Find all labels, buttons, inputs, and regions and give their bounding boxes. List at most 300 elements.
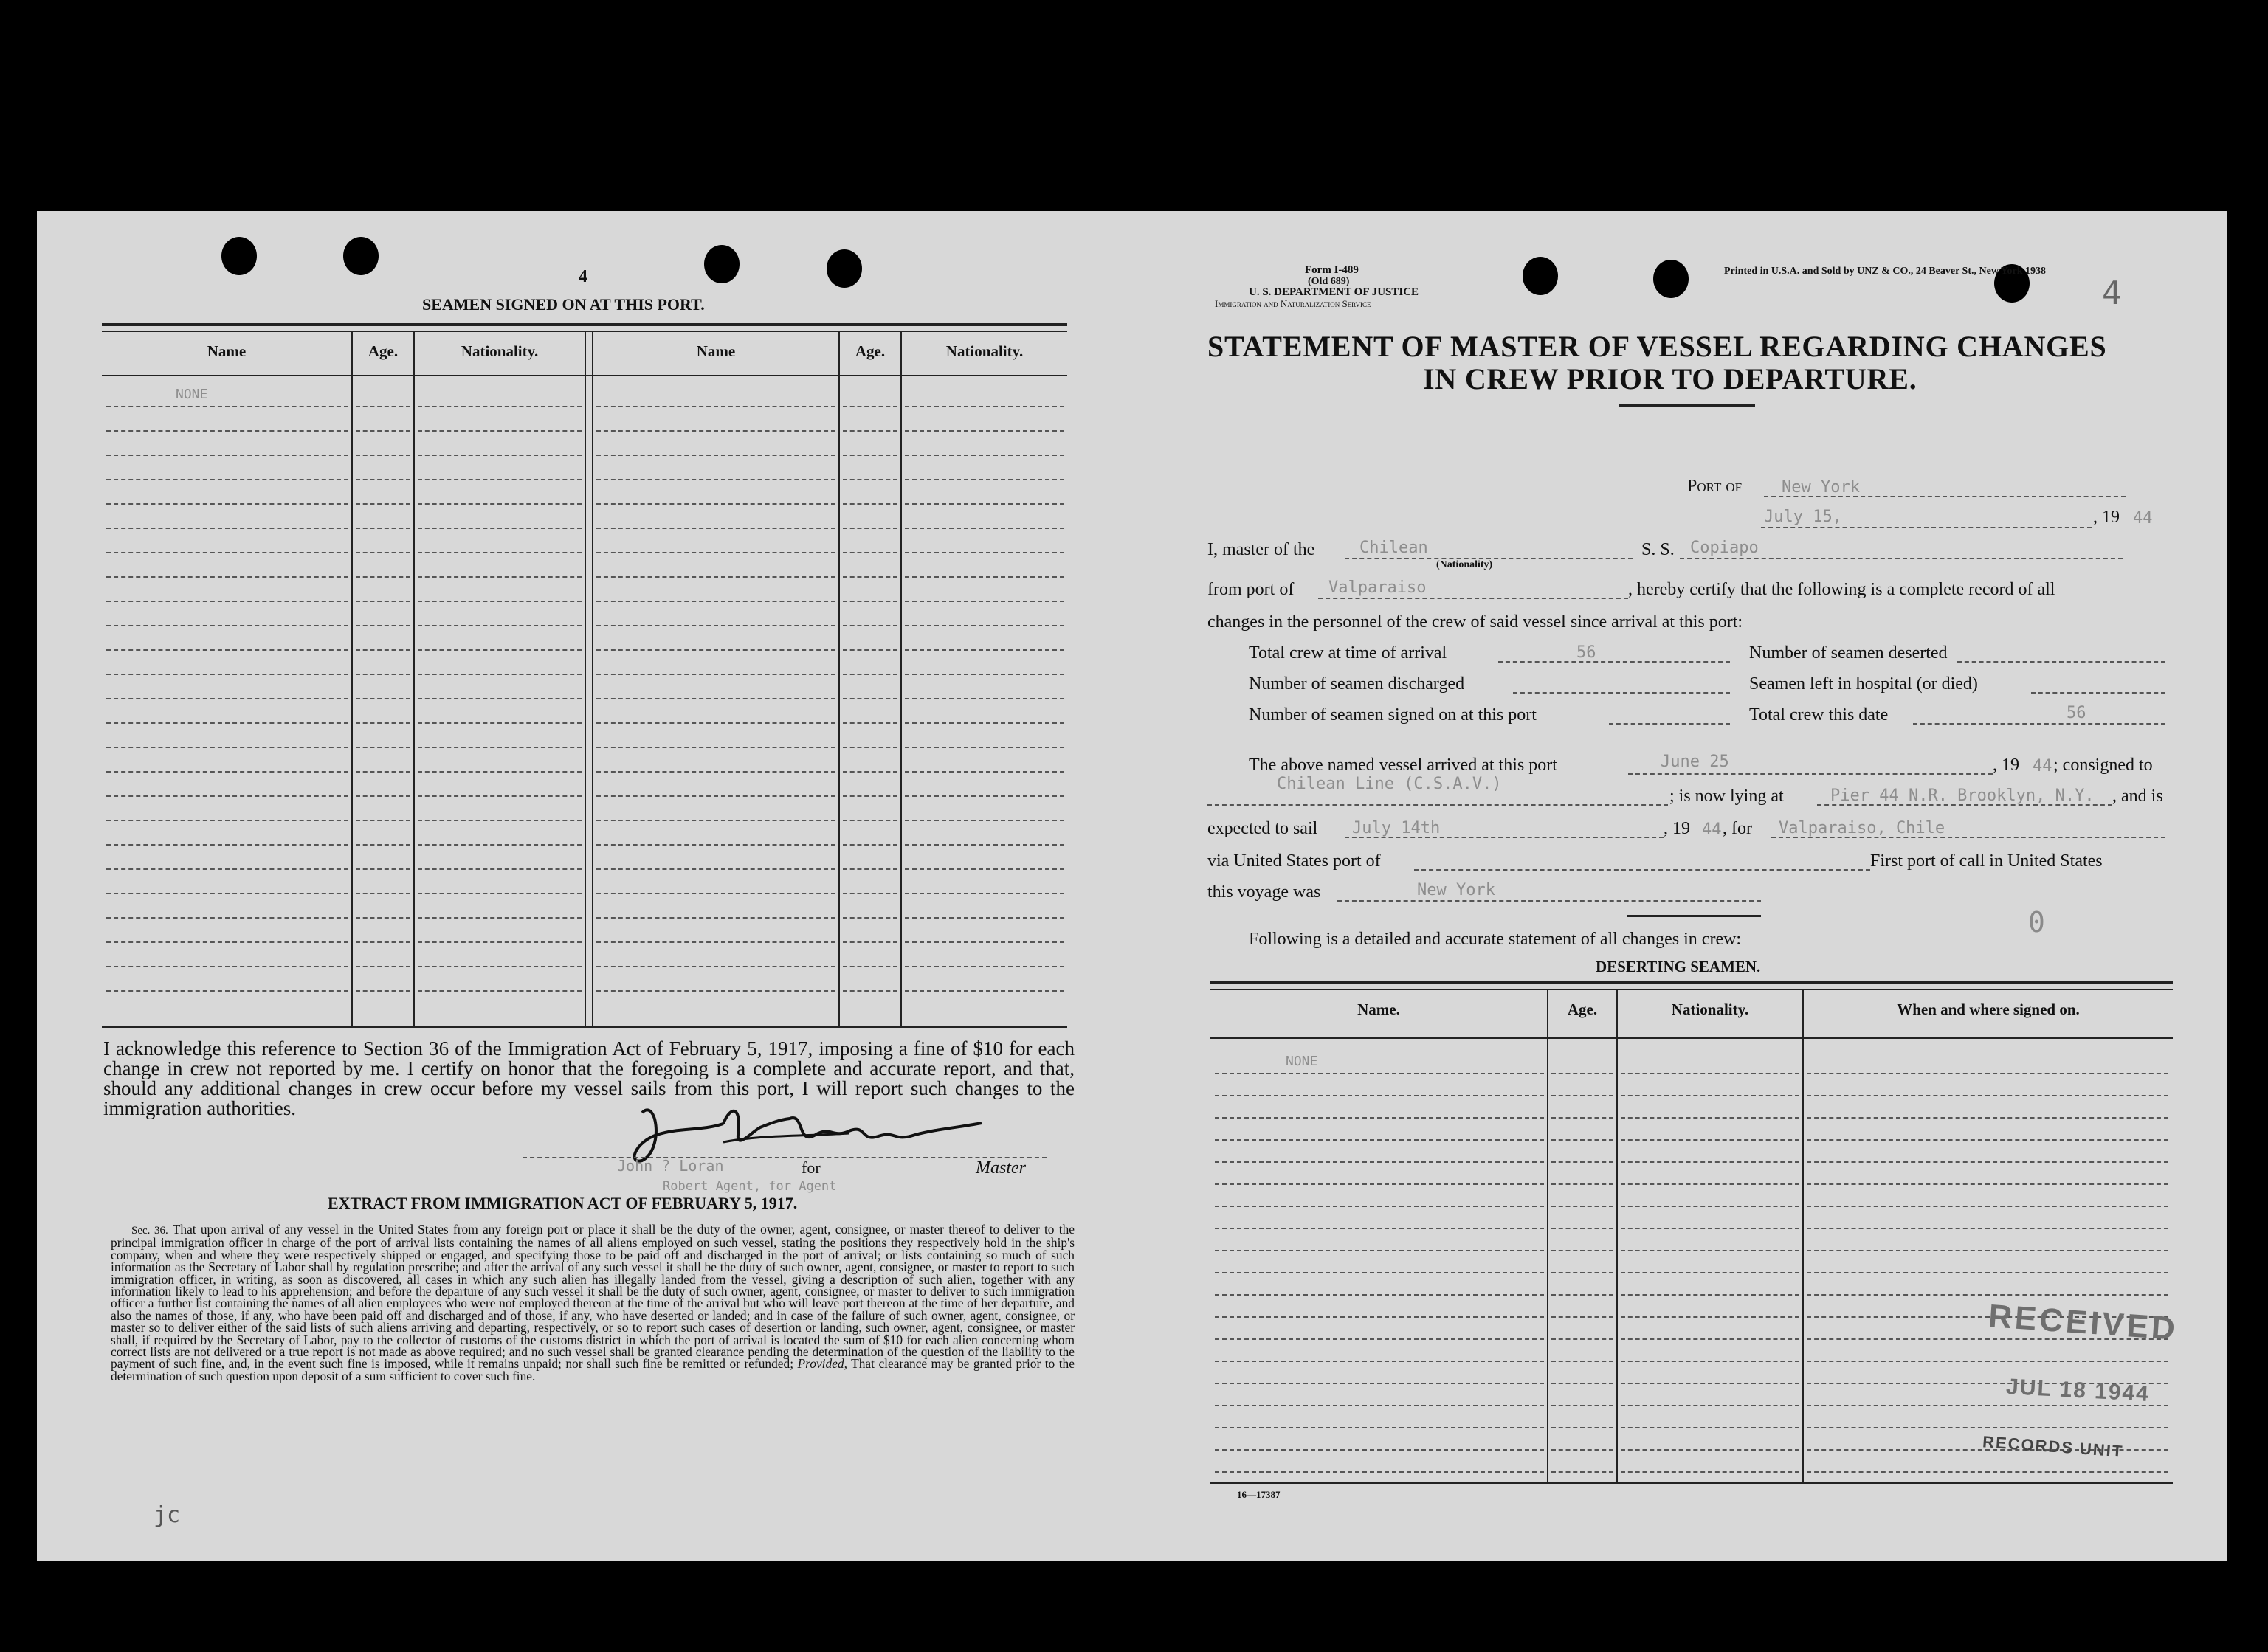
table-row-line [106,649,348,651]
table-row-line [596,747,835,748]
from-port-value: Valparaiso [1328,578,1427,597]
column-header-nationality: Nationality. [461,342,539,360]
table-row-line [905,406,1064,407]
table-row-line [106,528,348,529]
table-row-line [905,528,1064,529]
table-top-rule [1210,989,2173,990]
column-header-name: Name. [1357,1000,1400,1018]
table-row-line [596,601,835,602]
pencil-mark: 0 [2028,906,2045,939]
table-row-line [418,771,582,773]
table-row-line [596,868,835,870]
column-rule [413,332,415,1026]
stat-field-line [2031,692,2165,694]
table-row-line [596,479,835,480]
year-value: 44 [2133,509,2153,528]
total-date-value: 56 [2067,704,2086,722]
stat-field-line [1609,723,1730,725]
table-row-line [1551,1206,1613,1207]
table-row-line [418,528,582,529]
table-row-line [418,917,582,919]
table-row-line [1551,1471,1613,1473]
table-row-line [1551,1449,1613,1451]
table-row-line [1215,1206,1544,1207]
arrived-year-value: 44 [2033,757,2052,775]
statement-title-line2: IN CREW PRIOR TO DEPARTURE. [1423,362,1917,395]
table-row-line [843,795,897,797]
stat-field-line [1957,661,2165,663]
table-row-line [905,820,1064,821]
table-row-line [596,795,835,797]
table-row-line [905,893,1064,894]
table-row-line [356,625,410,626]
signer-for: for [802,1158,821,1177]
table-row-line [1807,1272,2168,1273]
table-row-line [905,844,1064,846]
table-row-line [596,722,835,724]
table-row-line [1807,1117,2168,1119]
sail-label: expected to sail [1207,819,1318,838]
table-row-line [1621,1250,1799,1251]
table-row-line [1807,1161,2168,1163]
table-row-line [356,649,410,651]
table-row-line [356,698,410,699]
form-code: 16—17387 [1237,1489,1281,1500]
table-row-line [1551,1073,1613,1074]
left-table-first-entry: NONE [176,387,208,402]
table-row-line [418,893,582,894]
voyage-field-line [1337,900,1761,902]
punch-hole [221,237,257,275]
table-row-line [905,455,1064,456]
table-row-line [1551,1095,1613,1096]
ss-field-line [1680,558,2123,559]
table-row-line [596,406,835,407]
table-row-line [843,990,897,992]
table-row-line [596,917,835,919]
right-table-first-entry: NONE [1286,1054,1318,1069]
table-row-line [596,771,835,773]
table-row-line [106,868,348,870]
table-row-line [843,601,897,602]
table-row-line [905,941,1064,943]
table-row-line [106,601,348,602]
table-row-line [905,625,1064,626]
table-row-line [596,649,835,651]
stat-field-line [1913,723,2165,725]
table-row-line [1551,1183,1613,1185]
table-row-line [356,552,410,553]
table-row-line [356,430,410,432]
table-row-line [905,430,1064,432]
nationality-caption: (Nationality) [1436,559,1493,570]
table-row-line [596,552,835,553]
table-row-line [418,820,582,821]
arrived-field-line [1628,773,1993,775]
table-row-line [356,406,410,407]
discharged-label: Number of seamen discharged [1249,674,1465,694]
signer-typed-name: John ? Loran [617,1157,724,1175]
table-row-line [106,771,348,773]
table-row-line [596,528,835,529]
table-row-line [1215,1250,1544,1251]
master-prefix: I, master of the [1207,540,1315,559]
table-row-line [418,576,582,578]
table-row-line [1621,1183,1799,1185]
table-row-line [1215,1471,1544,1473]
table-row-line [356,893,410,894]
arrived-value: June 25 [1661,753,1729,771]
corner-mark: 4 [2102,274,2122,312]
table-row-line [596,966,835,967]
consignee-value: Chilean Line (C.S.A.V.) [1277,775,1502,793]
table-row-line [1621,1206,1799,1207]
table-top-rule [102,323,1067,326]
lying-value: Pier 44 N.R. Brooklyn, N.Y. [1830,787,2095,805]
table-bottom-rule [102,1026,1067,1028]
table-row-line [356,747,410,748]
table-row-line [1215,1095,1544,1096]
table-row-line [843,528,897,529]
table-row-line [905,649,1064,651]
nationality-value: Chilean [1359,539,1428,557]
master-label: Master [976,1158,1026,1178]
table-row-line [418,503,582,505]
table-row-line [596,430,835,432]
table-row-line [106,893,348,894]
arrived-year: , 19 [1993,756,2019,775]
table-row-line [356,941,410,943]
table-row-line [596,990,835,992]
table-row-line [356,503,410,505]
column-divider [585,332,593,1026]
extract-title: EXTRACT FROM IMMIGRATION ACT OF FEBRUARY 5, 1917. [328,1194,798,1212]
year-prefix: , 19 [2093,508,2120,527]
table-row-line [418,747,582,748]
following-text: Following is a detailed and accurate statement of all changes in crew: [1249,930,1742,949]
form-old-number: (Old 689) [1308,276,1350,287]
changes-text: changes in the personnel of the crew of said vessel since arrival at this port: [1207,612,1743,632]
table-row-line [596,503,835,505]
table-row-line [356,455,410,456]
punch-hole [343,237,379,275]
consignee-field-line [1207,804,1668,806]
deserting-title: DESERTING SEAMEN. [1596,958,1761,975]
table-row-line [106,698,348,699]
table-row-line [1807,1294,2168,1296]
table-row-line [106,455,348,456]
table-row-line [1551,1139,1613,1141]
table-row-line [418,722,582,724]
column-rule [1547,990,1548,1482]
table-row-line [905,698,1064,699]
table-row-line [596,893,835,894]
table-row-line [1807,1095,2168,1096]
table-row-line [843,625,897,626]
table-row-line [106,722,348,724]
table-row-line [596,674,835,675]
table-row-line [905,966,1064,967]
table-row-line [1621,1383,1799,1384]
table-row-line [905,747,1064,748]
table-row-line [843,698,897,699]
column-header-name: Name [207,342,247,360]
port-value: New York [1782,478,1860,497]
table-row-line [1621,1471,1799,1473]
table-row-line [1807,1228,2168,1229]
table-row-line [418,649,582,651]
table-row-line [106,990,348,992]
department-name: U. S. DEPARTMENT OF JUSTICE [1249,286,1419,298]
table-row-line [106,966,348,967]
extract-text-block [111,1223,1075,1382]
extract-text: That upon arrival of any vessel in the United States from any foreign port or place it shall be the duty of the owner, agent, consignee, or master thereof to deliver to the principal immigration officer in charge of the port of arrival lists containing the names of all aliens employed on such vessel, stating the positions they respectively hold in the ship's company, when and where they were respectively shipped or engaged, and specifying those to be paid off and discharged in the port of arrival; or lists containing so much of such information as the Secretary of Labor shall by regulation prescribe; and after the arrival of any such vessel it shall be the duty of such owner, agent, consignee, or master to report to such immigration officer, in writing, as soon as discovered, all cases in which any such alien has illegally landed from the vessel, giving a description of such alien, together with any information likely to lead to his apprehension; and before the departure of any such vessel it shall be the duty of such owner, agent, consignee, or master to deliver to such immigration officer a further list containing the names of all alien employees who were not employed thereon at the time of the arrival but who will leave port thereon at the time of her departure, and also the names of those, if any, who have been paid off and discharged and of those, if any, who have deserted or landed; and in case of the failure of such owner, agent, consignee, or master so to deliver either of the said lists of such aliens arriving and departing, respectively, or so to report such cases of desertion or landing, such owner, agent, consignee, or master shall, if required by the Secretary of Labor, pay to the collector of customs of the customs district in which the port of arrival is located the sum of $10 for each alien concerning whom correct lists are not delivered or a true report is not made as above required; and no such vessel shall be granted clearance pending the determination of the question of the liability to the payment of such fine, and, in the event such fine is imposed, while it remains unpaid; nor shall such fine be remitted or refunded; [111,1222,1075,1372]
table-row-line [843,844,897,846]
table-row-line [356,479,410,480]
table-row-line [1621,1117,1799,1119]
table-bottom-rule [1210,1482,2173,1484]
table-row-line [1215,1139,1544,1141]
table-row-line [418,990,582,992]
table-row-line [418,552,582,553]
table-row-line [1621,1338,1799,1340]
table-row-line [843,771,897,773]
table-row-line [418,941,582,943]
from-port-field-line [1318,598,1628,599]
records-unit-stamp: RECORDS UNIT [1982,1432,2125,1461]
column-header-signed-on: When and where signed on. [1897,1000,2080,1018]
table-row-line [905,795,1064,797]
date-field-line [1761,527,2092,528]
total-arrival-value: 56 [1576,643,1596,662]
table-row-line [1621,1316,1799,1318]
table-header-rule [1210,1037,2173,1039]
table-row-line [418,406,582,407]
punch-hole [1523,257,1558,295]
voyage-label: this voyage was [1207,882,1321,902]
punch-hole [1653,260,1689,298]
table-row-line [1621,1405,1799,1406]
table-row-line [1621,1361,1799,1362]
table-row-line [1551,1405,1613,1406]
table-row-line [356,771,410,773]
table-row-line [106,747,348,748]
lying-label: ; is now lying at [1669,787,1784,806]
table-row-line [1215,1183,1544,1185]
table-row-line [596,625,835,626]
table-row-line [843,941,897,943]
table-row-line [596,844,835,846]
table-row-line [596,820,835,821]
table-row-line [1621,1139,1799,1141]
table-top-rule [1210,981,2173,984]
column-header-nationality: Nationality. [1671,1000,1749,1018]
stat-field-line [1498,661,1730,663]
hospital-label: Seamen left in hospital (or died) [1749,674,1978,694]
via-field-line [1414,869,1870,871]
column-header-nationality: Nationality. [945,342,1024,360]
arrived-label: The above named vessel arrived at this port [1249,756,1557,775]
table-row-line [106,479,348,480]
port-label: Port of [1687,477,1743,496]
table-row-line [1807,1427,2168,1428]
table-row-line [106,844,348,846]
table-row-line [106,820,348,821]
table-row-line [843,649,897,651]
table-row-line [1807,1471,2168,1473]
table-row-line [1621,1449,1799,1451]
table-row-line [905,503,1064,505]
table-row-line [1807,1073,2168,1074]
table-row-line [843,917,897,919]
table-row-line [1215,1294,1544,1296]
table-row-line [106,674,348,675]
table-row-line [905,552,1064,553]
form-number: Form I-489 [1305,264,1359,276]
table-row-line [418,430,582,432]
table-row-line [596,455,835,456]
table-row-line [1215,1427,1544,1428]
column-rule [1616,990,1618,1482]
table-row-line [106,576,348,578]
table-row-line [418,795,582,797]
from-port-label: from port of [1207,580,1295,599]
column-header-name: Name [696,342,736,360]
for-value: Valparaiso, Chile [1779,819,1945,837]
table-row-line [106,406,348,407]
table-row-line [418,868,582,870]
table-row-line [1551,1117,1613,1119]
table-row-line [1215,1338,1544,1340]
table-row-line [843,674,897,675]
table-row-line [1215,1383,1544,1384]
table-row-line [356,820,410,821]
sail-year: , 19 [1664,819,1690,838]
table-row-line [843,820,897,821]
stat-field-line [1513,692,1730,694]
page-number: 4 [579,267,587,286]
table-row-line [905,771,1064,773]
table-row-line [843,455,897,456]
received-stamp-date: JUL 18 1944 [2005,1374,2151,1407]
table-row-line [1551,1250,1613,1251]
table-row-line [843,868,897,870]
table-row-line [1551,1427,1613,1428]
table-row-line [1215,1073,1544,1074]
ss-label: S. S. [1641,540,1675,559]
table-row-line [356,722,410,724]
table-row-line [1807,1206,2168,1207]
extract-section: Sec. 36. [131,1225,168,1237]
separator-rule [1627,915,1761,917]
table-row-line [843,747,897,748]
table-row-line [843,552,897,553]
title-underline [1619,404,1755,407]
table-row-line [1551,1228,1613,1229]
table-row-line [1215,1316,1544,1318]
table-row-line [418,479,582,480]
table-row-line [1215,1117,1544,1119]
voyage-value: New York [1417,881,1495,899]
table-row-line [106,917,348,919]
table-row-line [418,966,582,967]
table-row-line [1807,1361,2168,1362]
table-row-line [905,722,1064,724]
deserted-label: Number of seamen deserted [1749,643,1948,663]
table-row-line [1621,1228,1799,1229]
certify-text: , hereby certify that the following is a complete record of all [1628,580,2055,599]
table-row-line [1551,1383,1613,1384]
table-row-line [418,625,582,626]
table-row-line [905,917,1064,919]
table-row-line [356,795,410,797]
table-row-line [106,552,348,553]
table-row-line [905,990,1064,992]
table-row-line [905,601,1064,602]
table-row-line [843,576,897,578]
table-row-line [106,625,348,626]
signed-on-label: Number of seamen signed on at this port [1249,705,1537,725]
ss-value: Copiapo [1690,539,1759,557]
table-row-line [1215,1161,1544,1163]
table-row-line [356,674,410,675]
extract-end: That clearance may be granted prior to the determination of such question upon deposit of a sum sufficient to cover such fine. [111,1356,1075,1383]
initials: jc [154,1502,181,1528]
extract-provided: Provided, [797,1356,847,1372]
table-row-line [418,601,582,602]
table-row-line [596,576,835,578]
table-row-line [1551,1361,1613,1362]
table-row-line [1621,1427,1799,1428]
table-row-line [1215,1228,1544,1229]
table-row-line [1621,1272,1799,1273]
table-row-line [356,844,410,846]
table-row-line [905,674,1064,675]
table-row-line [418,674,582,675]
service-name: Immigration and Naturalization Service [1215,298,1371,309]
table-row-line [1621,1294,1799,1296]
table-row-line [1551,1161,1613,1163]
table-row-line [106,503,348,505]
table-row-line [356,601,410,602]
table-row-line [1807,1139,2168,1141]
table-row-line [1215,1405,1544,1406]
left-page-title: SEAMEN SIGNED ON AT THIS PORT. [422,295,705,314]
table-row-line [1551,1338,1613,1340]
table-row-line [418,698,582,699]
total-arrival-label: Total crew at time of arrival [1249,643,1447,663]
table-row-line [905,479,1064,480]
statement-title-line1: STATEMENT OF MASTER OF VESSEL REGARDING CHANGES [1207,330,2107,363]
table-row-line [356,990,410,992]
table-row-line [1621,1073,1799,1074]
table-row-line [356,576,410,578]
table-row-line [843,406,897,407]
table-row-line [1215,1361,1544,1362]
column-rule [1802,990,1804,1482]
acknowledgment-text: I acknowledge this reference to Section 36 of the Immigration Act of February 5, 1917, imposing a fine of $10 for each change in crew not reported by me. I certify on honor that the foregoing is a complete and accurate report, and that, should any additional changes in crew occur before my vessel sails from this port, I will report such changes to the immigration authorities. [103,1037,1075,1119]
table-row-line [1551,1272,1613,1273]
table-row-line [1215,1272,1544,1273]
table-row-line [596,698,835,699]
column-header-age: Age. [368,342,399,360]
column-rule [351,332,353,1026]
table-row-line [1551,1316,1613,1318]
date-value: July 15, [1764,508,1842,526]
table-row-line [905,868,1064,870]
table-row-line [843,722,897,724]
punch-hole [704,245,740,283]
